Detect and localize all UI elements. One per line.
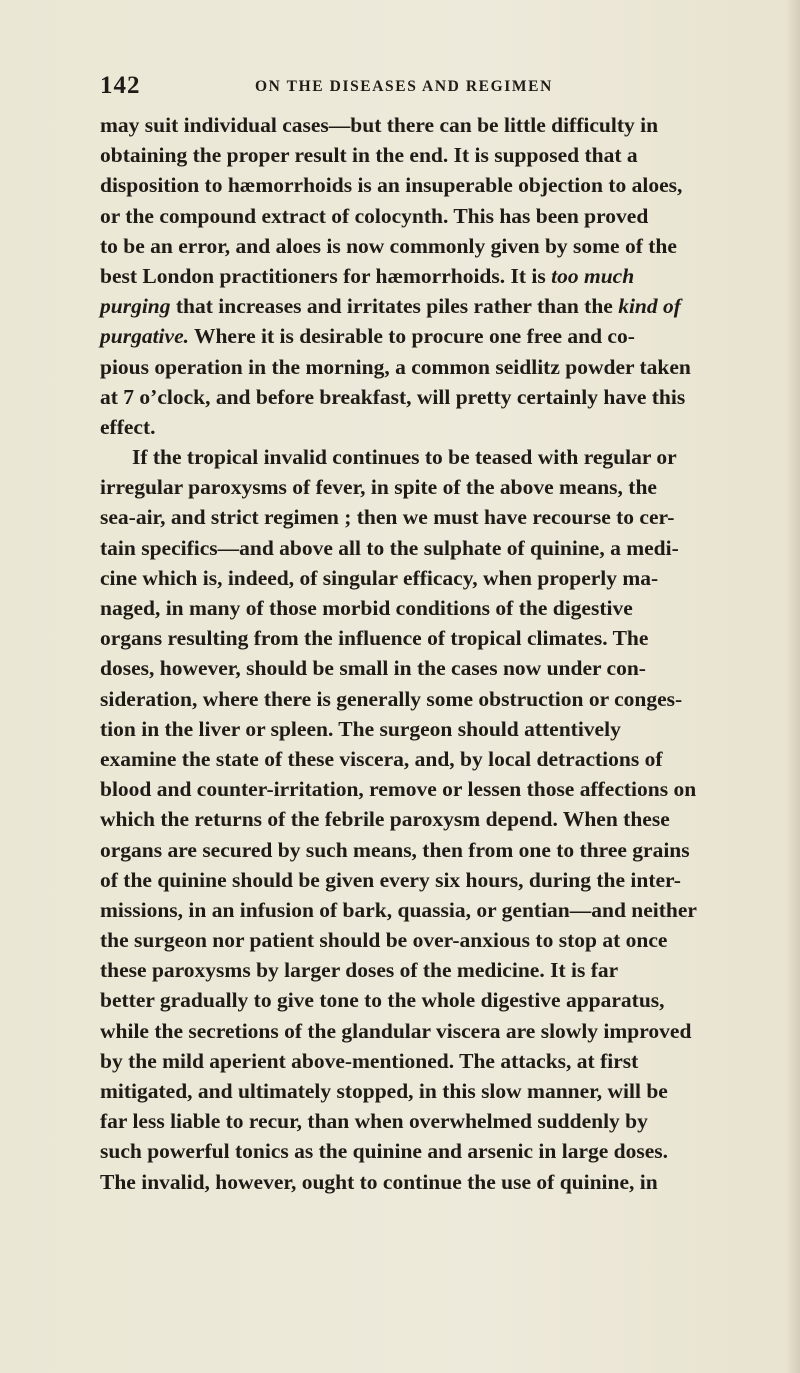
- text-line: doses, however, should be small in the cases now under con-: [100, 656, 646, 681]
- text-line: pious operation in the morning, a common seidlitz powder taken: [100, 354, 691, 379]
- italic-text: purging: [100, 294, 171, 319]
- text-line: better gradually to give tone to the whole digestive apparatus,: [100, 988, 665, 1013]
- body-text: [100, 110, 800, 1197]
- text-line: organs are secured by such means, then from one to three grains: [100, 837, 690, 862]
- text-line: while the secretions of the glandular viscera are slowly improved: [100, 1018, 692, 1043]
- text-line: to be an error, and aloes is now commonly given by some of the: [100, 233, 677, 258]
- text-line: sideration, where there is generally some obstruction or conges-: [100, 686, 683, 711]
- italic-text: too much: [551, 263, 635, 288]
- italic-text: kind of: [618, 294, 681, 319]
- text-line: at 7 o’clock, and before breakfast, will pretty certainly have this: [100, 384, 686, 409]
- text-line: organs resulting from the influence of tropical climates. The: [100, 626, 649, 651]
- text-line: these paroxysms by larger doses of the medicine. It is far: [100, 958, 619, 983]
- text-line: of the quinine should be given every six hours, during the inter-: [100, 867, 681, 892]
- text-line: mitigated, and ultimately stopped, in this slow manner, will be: [100, 1079, 668, 1103]
- running-head: [100, 72, 750, 102]
- text-line: sea-air, and strict regimen ; then we must have recourse to cer-: [100, 505, 675, 530]
- text-line: The invalid, however, ought to continue the use of quinine, in: [100, 1169, 658, 1194]
- text-line: irregular paroxysms of fever, in spite of the above means, the: [100, 475, 657, 500]
- text-line: far less liable to recur, than when overwhelmed suddenly by: [100, 1109, 648, 1134]
- running-head-title: ON THE DISEASES AND REGIMEN: [255, 78, 553, 95]
- text-line: or the compound extract of colocynth. This has been proved: [100, 203, 649, 228]
- text-line: disposition to hæmorrhoids is an insuperable objection to aloes,: [100, 173, 683, 198]
- text-line: may suit individual cases—but there can be little difficulty in: [100, 113, 659, 137]
- text-line: by the mild aperient above-mentioned. The attacks, at first: [100, 1048, 639, 1073]
- text-line: tion in the liver or spleen. The surgeon should attentively: [100, 716, 621, 741]
- text-line: [100, 321, 800, 351]
- text-run: best London practitioners for hæmorrhoids. It is: [100, 263, 546, 288]
- page-number: 142: [100, 72, 141, 99]
- text-run: that increases and irritates piles rather than the: [170, 294, 619, 319]
- text-line: effect.: [100, 414, 156, 439]
- text-line: cine which is, indeed, of singular efficacy, when properly ma-: [100, 565, 659, 590]
- text-line: obtaining the proper result in the end. It is supposed that a: [100, 143, 638, 168]
- text-run: Where it is desirable to procure one free and co-: [188, 324, 635, 349]
- text-line: examine the state of these viscera, and, by local detractions of: [100, 746, 663, 771]
- text-line: such powerful tonics as the quinine and arsenic in large doses.: [100, 1139, 669, 1164]
- text-line: tain specifics—and above all to the sulphate of quinine, a medi-: [100, 535, 679, 560]
- text-line: the surgeon nor patient should be over-anxious to stop at once: [100, 928, 668, 953]
- text-line: missions, in an infusion of bark, quassia, or gentian—and neither: [100, 897, 697, 922]
- text-line: blood and counter-irritation, remove or lessen those affections on: [100, 777, 697, 802]
- text-line: [100, 261, 800, 291]
- italic-text: purgative.: [100, 324, 189, 349]
- text-line: naged, in many of those morbid conditions of the digestive: [100, 596, 633, 620]
- text-line: [100, 291, 800, 321]
- paragraph-first-line: If the tropical invalid continues to be teased with regular or: [132, 445, 677, 470]
- text-line: which the returns of the febrile paroxysm depend. When these: [100, 807, 670, 832]
